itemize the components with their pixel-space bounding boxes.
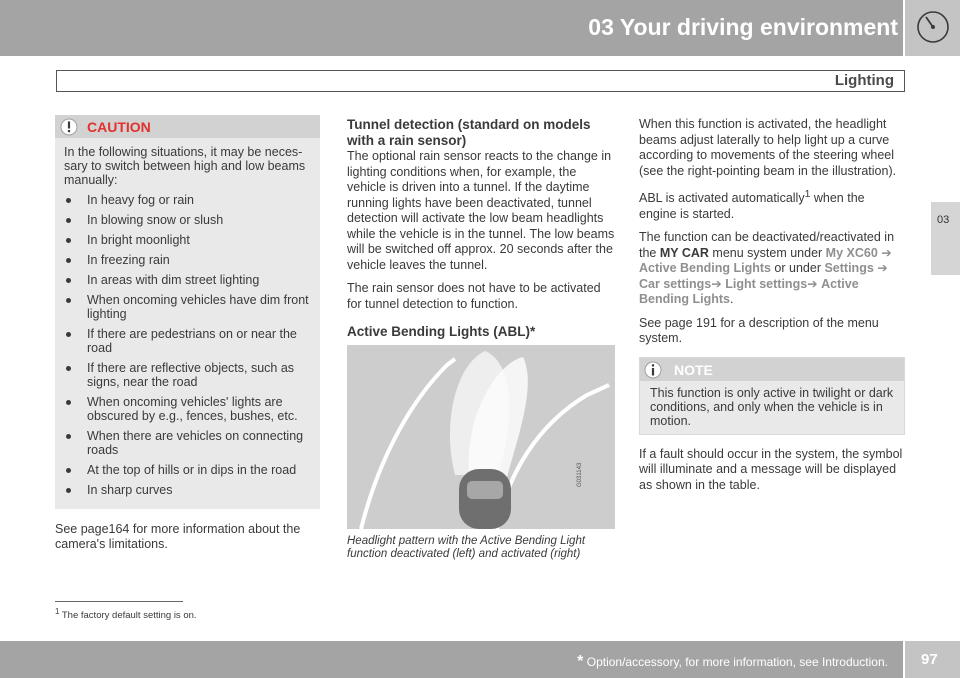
abl-heading: Active Bending Lights (ABL)* xyxy=(347,324,536,339)
headlight-pattern-illustration xyxy=(347,345,615,529)
list-item: In heavy fog or rain xyxy=(64,193,314,207)
caution-list xyxy=(55,187,320,497)
footer-note xyxy=(577,653,888,671)
text-span: menu system under xyxy=(708,245,826,260)
list-item: In sharp curves xyxy=(64,483,314,497)
menu-path-paragraph xyxy=(639,230,905,308)
page-number-box xyxy=(903,641,960,678)
list-item: If there are reflective objects, such as signs, near the road xyxy=(64,361,314,389)
list-item: In freezing rain xyxy=(64,253,314,267)
column-left xyxy=(55,115,320,552)
menu-my-xc60: My XC60 xyxy=(825,245,878,260)
tunnel-paragraph-1: The optional rain sensor reacts to the change in lighting conditions when, for example, the vehicle is driven into a tunnel. If the daytime running lights have been deactivated, tunnel detection will activate the low beam headlights while the vehicle is in the tunnel. The low beams will be switched off approx. 20 seconds after the vehicle leaves the tunnel. xyxy=(347,149,615,272)
section-bar xyxy=(56,70,905,92)
list-item: When there are vehicles on connecting roads xyxy=(64,429,314,457)
text-span: or under xyxy=(770,261,825,276)
arrow-right-icon: ➔ xyxy=(711,276,722,291)
column-right xyxy=(639,117,905,501)
list-item: In blowing snow or slush xyxy=(64,213,314,227)
text-span: The function can be deactivated/reactivated in the xyxy=(639,230,895,260)
footnote-mark: 1 xyxy=(55,607,60,616)
note-header xyxy=(640,358,904,381)
list-item: When oncoming vehicles have dim front lighting xyxy=(64,293,314,321)
chapter-icon-box xyxy=(903,0,960,56)
column-middle xyxy=(347,117,615,561)
option-star: * xyxy=(577,653,584,670)
chapter-side-tab-label: 03 xyxy=(937,214,950,226)
text-span: . xyxy=(729,292,734,307)
footnote-ref: 1 xyxy=(804,189,811,200)
caution-intro: In the following situations, it may be neces-sary to switch between high and low beams manually: xyxy=(64,145,306,187)
menu-light-settings: Light settings xyxy=(725,276,808,291)
list-item: If there are pedestrians on or near the road xyxy=(64,327,314,355)
chapter-side-tab xyxy=(931,202,960,275)
page-footer xyxy=(0,641,960,678)
note-title: NOTE xyxy=(674,361,713,378)
footnote xyxy=(55,607,197,621)
menu-settings: Settings xyxy=(824,261,874,276)
page-number: 97 xyxy=(921,651,938,668)
chapter-title: 03 Your driving environment xyxy=(588,14,898,40)
info-icon xyxy=(644,361,662,379)
abl-auto-text-end: when the engine is started. xyxy=(639,191,865,221)
abl-paragraph-2 xyxy=(639,187,905,222)
list-item: In areas with dim street lighting xyxy=(64,273,314,287)
camera-limitations-text: See page164 for more information about the camera's limitations. xyxy=(55,522,301,551)
image-code: G031143 xyxy=(576,462,583,487)
list-item: At the top of hills or in dips in the road xyxy=(64,463,314,477)
tunnel-heading: Tunnel detection (standard on models with a rain sensor) xyxy=(347,117,591,148)
menu-my-car: MY CAR xyxy=(659,245,709,260)
headlight-beam-drawing xyxy=(347,345,615,529)
note-box xyxy=(639,357,905,435)
menu-active-bending-lights-2: Active Bending Lights xyxy=(639,276,859,307)
menu-active-bending-lights: Active Bending Lights xyxy=(639,261,771,276)
tunnel-paragraph-2: The rain sensor does not have to be activated for tunnel detection to function. xyxy=(347,281,601,311)
menu-car-settings: Car settings xyxy=(639,276,712,291)
menu-description-paragraph: See page 191 for a description of the menu system. xyxy=(639,315,879,346)
section-title: Lighting xyxy=(834,72,894,89)
speedometer-icon xyxy=(915,9,951,45)
footer-note-text: Option/accessory, for more information, see Introduction. xyxy=(583,655,888,669)
arrow-right-icon: ➔ xyxy=(881,245,892,260)
arrow-right-icon: ➔ xyxy=(807,276,818,291)
illustration-caption: Headlight pattern with the Active Bending Light function deactivated (left) and activated (right) xyxy=(347,535,586,560)
abl-auto-text: ABL is activated automatically xyxy=(639,191,805,206)
fault-paragraph: If a fault should occur in the system, the symbol will illuminate and a message will be displayed as shown in the table. xyxy=(639,446,903,492)
footnote-divider xyxy=(55,601,183,602)
arrow-right-icon: ➔ xyxy=(877,261,888,276)
warning-icon xyxy=(60,118,78,136)
list-item: In bright moonlight xyxy=(64,233,314,247)
abl-paragraph-1: When this function is activated, the headlight beams adjust laterally to help light up a curve according to movements of the steering wheel (see the right-pointing beam in the illustration). xyxy=(639,117,897,178)
caution-header xyxy=(55,115,320,138)
caution-title: CAUTION xyxy=(87,119,151,135)
page-header xyxy=(0,0,960,56)
footnote-text: The factory default setting is on. xyxy=(61,610,197,622)
note-text: This function is only active in twilight or dark conditions, and only when the vehicle is in motion. xyxy=(650,385,894,428)
list-item: When oncoming vehicles' lights are obscured by e.g., fences, bushes, etc. xyxy=(64,395,314,423)
caution-box xyxy=(55,115,320,509)
